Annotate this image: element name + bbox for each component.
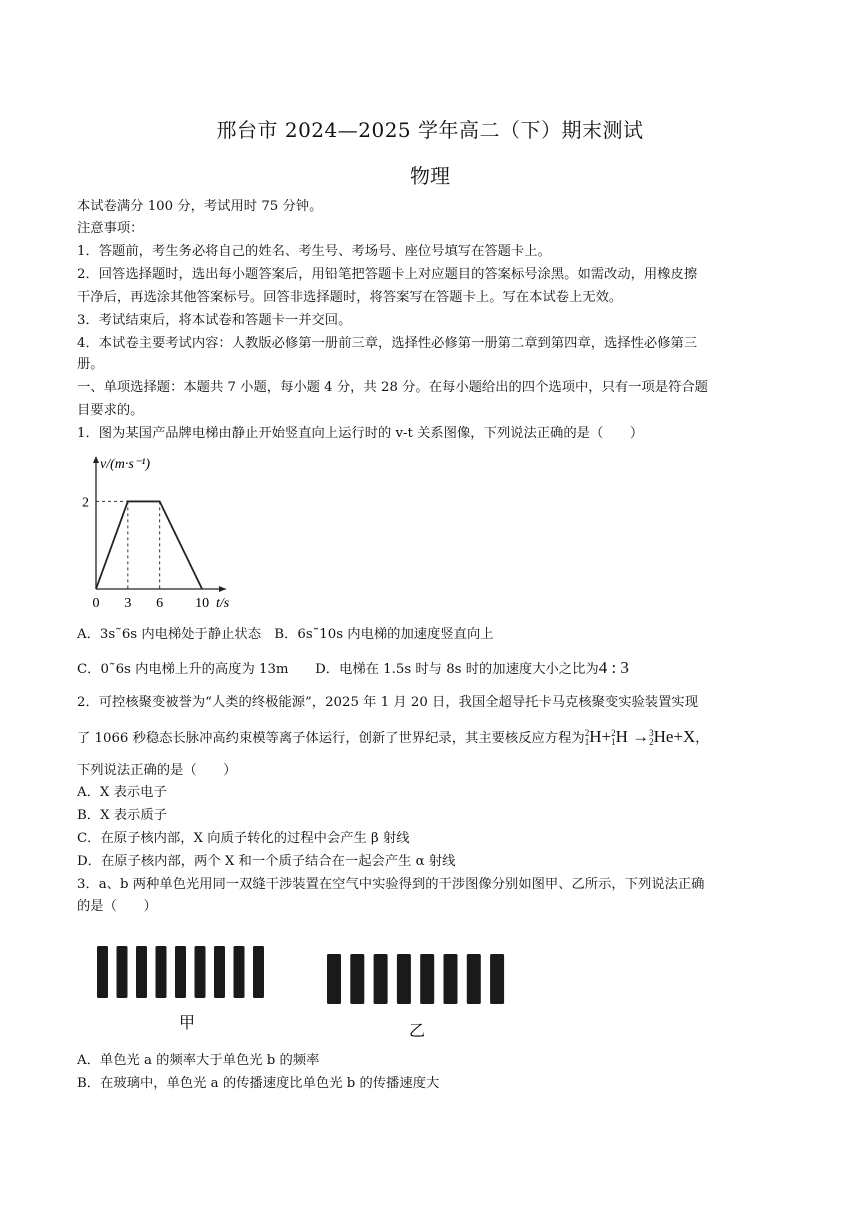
fringe-bar: [327, 954, 341, 1004]
x-tick-label: 0: [92, 596, 100, 611]
fringe-bar: [444, 954, 458, 1004]
section-heading-a: 一、单项选择题：本题共 7 小题，每小题 4 分，共 28 分。在每小题给出的四个选项中，只有一项是符合题: [77, 380, 708, 395]
eq-charge-3: 2: [649, 737, 654, 748]
fringe-bar: [234, 946, 245, 998]
y-axis-arrow: [93, 456, 99, 463]
fringe-bar: [97, 946, 108, 998]
notice-2b: 干净后，再选涂其他答案标号。回答非选择题时，将答案写在答题卡上。写在本试卷上无效。: [77, 290, 623, 305]
eq-charge-1: 1: [584, 737, 590, 748]
notice-heading: 注意事项：: [77, 221, 144, 236]
fringe-bar: [374, 954, 388, 1004]
q3-option-b: B．在玻璃中，单色光 a 的传播速度比单色光 b 的传播速度大: [77, 1076, 440, 1091]
fringe-bar: [420, 954, 434, 1004]
fringe-bars-yi: [327, 954, 504, 1004]
q2-stem-b: [77, 727, 787, 748]
q3-stem-a: 3．a、b 两种单色光用同一双缝干涉装置在空气中实验得到的干涉图像分别如图甲、乙所示，下列说法正确: [77, 877, 705, 892]
notice-4a: 4．本试卷主要考试内容：人教版必修第一册前三章，选择性必修第一册第二章到第四章，选择性必修第三: [77, 336, 698, 351]
fringe-bar: [175, 946, 186, 998]
notice-3: 3．考试结束后，将本试卷和答题卡一并交回。: [77, 313, 352, 328]
fringe-bar: [117, 946, 128, 998]
eq-comma: ，: [695, 731, 709, 746]
q2-stem-c: 下列说法正确的是（ ）: [77, 763, 237, 778]
x-tick-label: 3: [124, 596, 132, 611]
subject-title: 物理: [410, 164, 450, 188]
eq-mass-3: 3: [649, 728, 654, 739]
eq-mass-1: 2: [584, 728, 590, 739]
fringe-bar: [136, 946, 147, 998]
eq-charge-2: 1: [611, 737, 616, 748]
x-axis-label: t/s: [216, 596, 230, 611]
fringe-bar: [195, 946, 206, 998]
y-axis-label: v/(m·s⁻¹): [100, 457, 151, 472]
q2-stem-b-text: 了 1066 秒稳态长脉冲高约束模等离子体运行，创新了世界纪录，其主要核反应方程为: [77, 731, 585, 746]
q1-option-c-text: C．0˜6s 内电梯上升的高度为 13m D．电梯在 1.5s 时与 8s 时的加速度大小之比为: [77, 662, 599, 677]
q2-option-c: C．在原子核内部，X 向质子转化的过程中会产生 β 射线: [77, 831, 410, 846]
eq-x: X: [683, 727, 696, 746]
eq-h1: H: [589, 727, 602, 746]
fringe-bar: [214, 946, 225, 998]
q2-option-d: D．在原子核内部，两个 X 和一个质子结合在一起会产生 α 射线: [77, 854, 456, 869]
eq-h2: H: [615, 727, 628, 746]
section-heading-b: 目要求的。: [77, 403, 144, 418]
fringe-label-yi: 乙: [408, 1021, 426, 1040]
vt-chart: [80, 452, 240, 614]
fringe-bar: [253, 946, 264, 998]
q1-ratio: 4 : 3: [598, 658, 629, 677]
fringe-bars-jia: [97, 946, 264, 998]
q2-option-b: B．X 表示质子: [77, 808, 167, 823]
fringe-bar: [490, 954, 504, 1004]
fringe-pattern-yi: [325, 940, 515, 1040]
q1-options-ab: A．3s˜6s 内电梯处于静止状态 B．6s˜10s 内电梯的加速度竖直向上: [77, 627, 494, 642]
fringe-bar: [397, 954, 411, 1004]
notice-4b: 册。: [77, 357, 104, 372]
x-axis-arrow: [219, 586, 226, 592]
nuclear-equation: [585, 727, 696, 746]
eq-he: He: [653, 727, 674, 746]
exam-info: 本试卷满分 100 分，考试用时 75 分钟。: [77, 199, 323, 214]
notice-2a: 2．回答选择题时，选出每小题答案后，用铅笔把答题卡上对应题目的答案标号涂黑。如需改动，用橡皮擦: [77, 267, 698, 282]
fringe-bar: [350, 954, 364, 1004]
fringe-label-jia: 甲: [178, 1013, 196, 1032]
q1-options-c: [77, 658, 787, 679]
eq-plus-1: +: [601, 727, 612, 746]
q2-stem-a: 2．可控核聚变被誉为“人类的终极能源”，2025 年 1 月 20 日，我国全超导托卡马克核聚变实验装置实现: [77, 695, 698, 710]
x-tick-label: 6: [156, 596, 164, 611]
chart-marks: [82, 456, 230, 611]
q3-stem-b: 的是（ ）: [77, 899, 157, 914]
notice-1: 1．答题前，考生务必将自己的姓名、考生号、考场号、座位号填写在答题卡上。: [77, 244, 551, 259]
page-title: 邢台市 2024—2025 学年高二（下）期末测试: [216, 118, 644, 142]
eq-arrow: →: [632, 727, 650, 746]
fringe-bar: [467, 954, 481, 1004]
eq-mass-2: 2: [611, 728, 616, 739]
q1-stem: 1．图为某国产品牌电梯由静止开始竖直向上运行时的 v-t 关系图像，下列说法正确的是（ ）: [77, 426, 644, 441]
fringe-pattern-jia: [95, 940, 275, 1040]
eq-plus-2: +: [673, 727, 684, 746]
fringe-bar: [156, 946, 167, 998]
x-tick-label: 10: [195, 596, 210, 611]
y-tick-label: 2: [82, 495, 89, 511]
q3-option-a: A．单色光 a 的频率大于单色光 b 的频率: [77, 1053, 320, 1068]
q2-option-a: A．X 表示电子: [77, 785, 167, 800]
vt-series-line: [96, 501, 202, 589]
